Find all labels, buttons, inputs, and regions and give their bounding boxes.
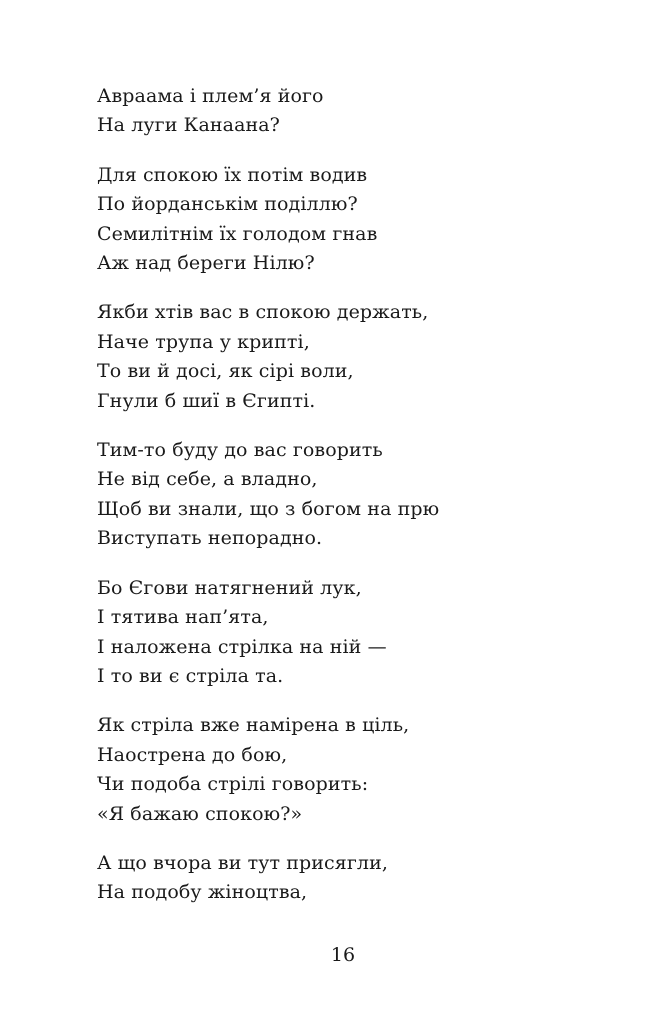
poem-line: Наче трупа у крипті, <box>97 330 310 353</box>
stanza <box>97 298 439 416</box>
page-number: 16 <box>330 944 356 966</box>
stanza <box>97 711 439 829</box>
poem-line: Виступать непорадно. <box>97 527 323 550</box>
stanza <box>97 161 439 279</box>
poem-line: Щоб ви знали, що з богом на прю <box>97 497 440 520</box>
stanza <box>97 574 439 692</box>
poem-line: Гнули б шиї в Єгипті. <box>97 389 316 412</box>
poem-line: Не від себе, а владно, <box>97 468 318 491</box>
stanza <box>97 849 439 908</box>
poem-line: І наложена стрілка на ній — <box>97 635 387 658</box>
poem-line: На луги Канаана? <box>97 114 280 137</box>
poem-text <box>97 82 439 928</box>
poem-line: Семилітнім їх голодом гнав <box>97 222 378 245</box>
poem-line: Як стріла вже намірена в ціль, <box>97 714 410 737</box>
poem-line: «Я бажаю спокою?» <box>97 802 303 825</box>
stanza <box>97 82 439 141</box>
poem-line: Якби хтів вас в спокою держать, <box>97 301 429 324</box>
poem-line: Наострена до бою, <box>97 743 288 766</box>
stanza <box>97 436 439 554</box>
poem-line: На подобу жіноцтва, <box>97 881 308 904</box>
poem-line: Бо Єгови натягнений лук, <box>97 576 362 599</box>
poem-line: Аж над береги Нілю? <box>97 252 315 275</box>
poem-line: І тятива нап’ята, <box>97 606 269 629</box>
poem-line: Для спокою їх потім водив <box>97 163 368 186</box>
poem-line: Чи подоба стрілі говорить: <box>97 773 369 796</box>
poem-line: Тим-то буду до вас говорить <box>97 439 383 462</box>
poem-line: А що вчора ви тут присягли, <box>97 851 388 874</box>
poem-line: Авраама і плем’я його <box>97 85 324 107</box>
poem-line: По йорданськім поділлю? <box>97 193 358 216</box>
poem-line: І то ви є стріла та. <box>97 664 284 687</box>
poem-line: То ви й досі, як сірі воли, <box>97 360 354 383</box>
